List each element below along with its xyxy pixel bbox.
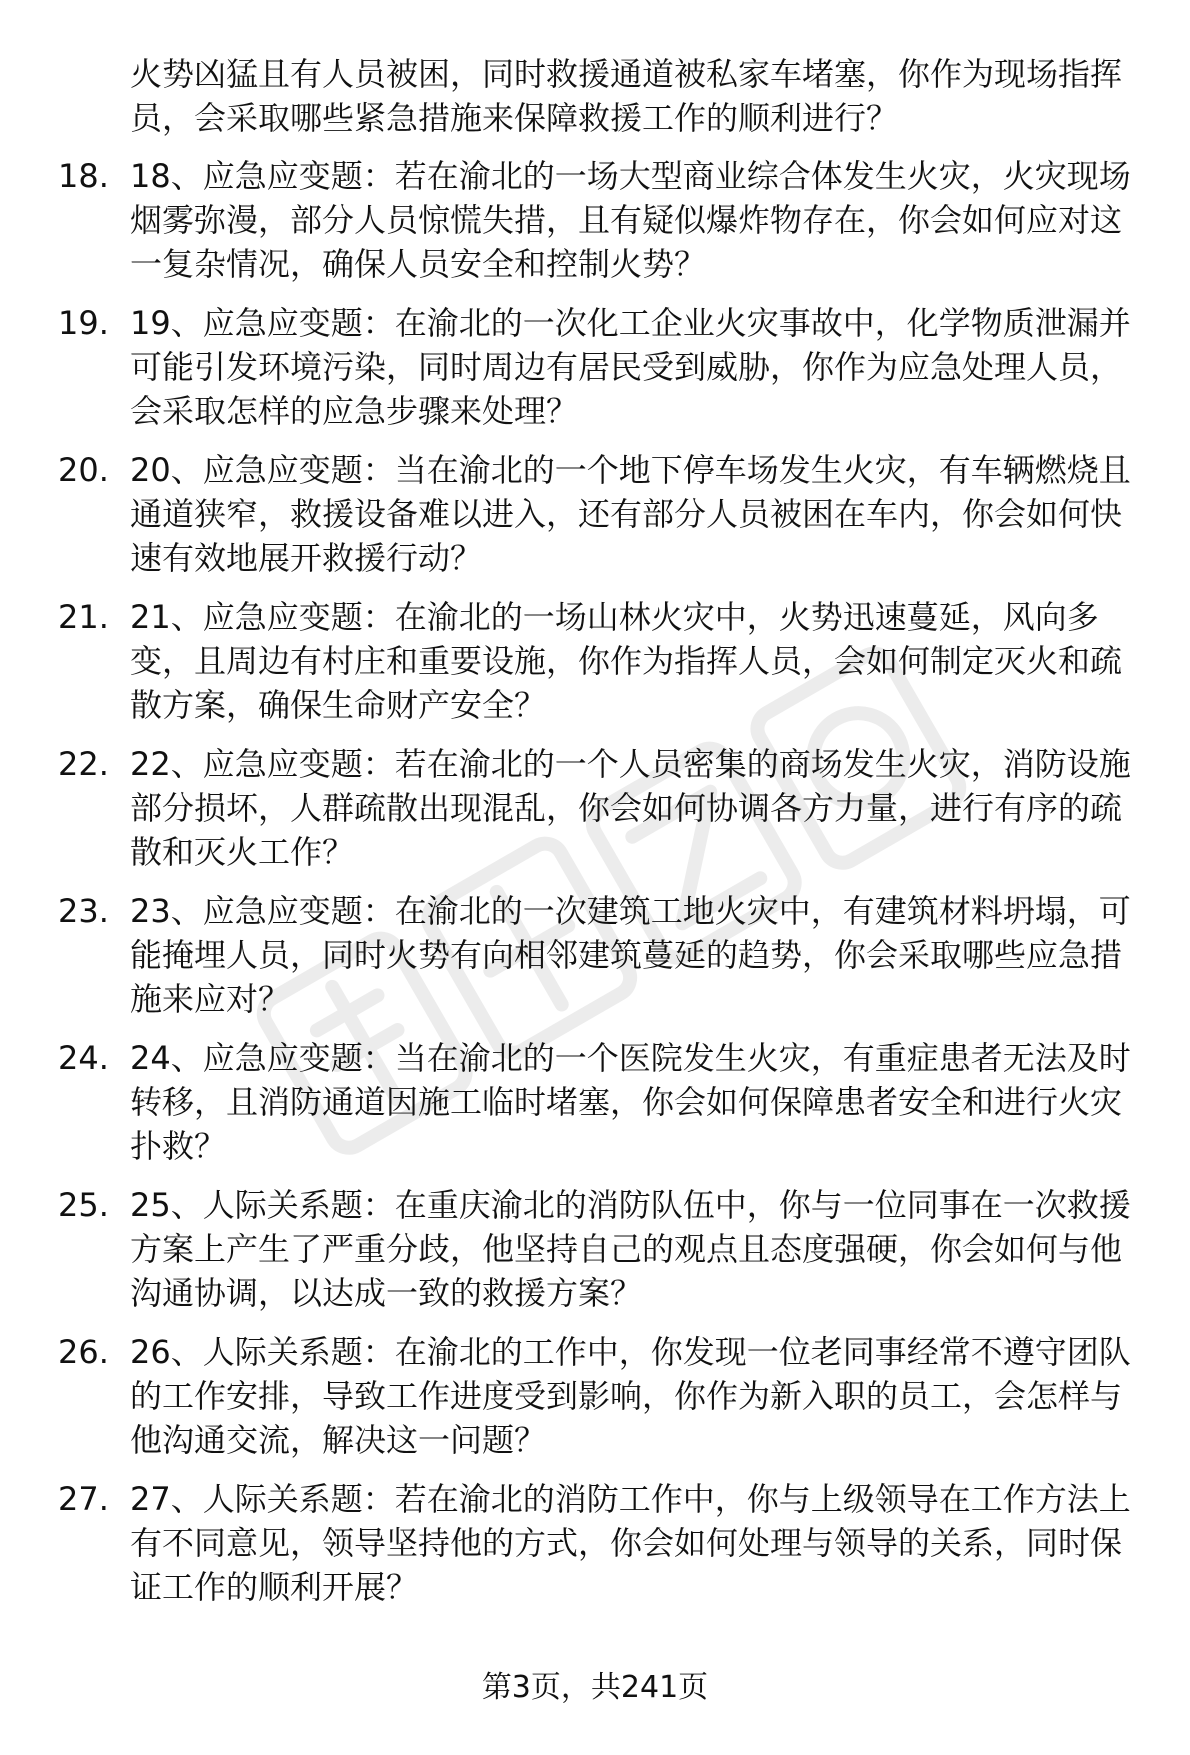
list-item	[58, 1330, 1148, 1462]
list-item	[58, 301, 1148, 433]
question-text: 23、应急应变题：在渝北的一次建筑工地火灾中，有建筑材料坍塌，可能掩埋人员，同时火势有向相邻建筑蔓延的趋势，你会采取哪些应急措施来应对？	[130, 892, 1131, 1018]
list-item	[58, 1036, 1148, 1168]
question-number: 27.	[58, 1480, 109, 1518]
question-number: 21.	[58, 598, 109, 636]
question-text: 19、应急应变题：在渝北的一次化工企业火灾事故中，化学物质泄漏并可能引发环境污染，同时周边有居民受到威胁，你作为应急处理人员，会采取怎样的应急步骤来处理？	[130, 304, 1131, 430]
list-item	[58, 1477, 1148, 1609]
question-text: 20、应急应变题：当在渝北的一个地下停车场发生火灾，有车辆燃烧且通道狭窄，救援设备难以进入，还有部分人员被困在车内，你会如何快速有效地展开救援行动？	[130, 451, 1131, 577]
question-text: 18、应急应变题：若在渝北的一场大型商业综合体发生火灾，火灾现场烟雾弥漫，部分人员惊慌失措，且有疑似爆炸物存在，你会如何应对这一复杂情况，确保人员安全和控制火势？	[130, 157, 1131, 283]
question-text: 22、应急应变题：若在渝北的一个人员密集的商场发生火灾，消防设施部分损坏，人群疏散出现混乱，你会如何协调各方力量，进行有序的疏散和灭火工作？	[130, 745, 1131, 871]
question-text: 25、人际关系题：在重庆渝北的消防队伍中，你与一位同事在一次救援方案上产生了严重分歧，他坚持自己的观点且态度强硬，你会如何与他沟通协调，以达成一致的救援方案？	[130, 1186, 1131, 1312]
list-item	[58, 448, 1148, 580]
list-item	[58, 154, 1148, 286]
question-number: 20.	[58, 451, 109, 489]
list-item	[58, 889, 1148, 1021]
document-body	[58, 52, 1148, 1624]
question-text: 21、应急应变题：在渝北的一场山林火灾中，火势迅速蔓延，风向多变，且周边有村庄和重要设施，你作为指挥人员，会如何制定灭火和疏散方案，确保生命财产安全？	[130, 598, 1123, 724]
question-continuation: 火势凶猛且有人员被困，同时救援通道被私家车堵塞，你作为现场指挥员，会采取哪些紧急措施来保障救援工作的顺利进行？	[130, 55, 1123, 137]
question-number: 25.	[58, 1186, 109, 1224]
question-text: 26、人际关系题：在渝北的工作中，你发现一位老同事经常不遵守团队的工作安排，导致工作进度受到影响，你作为新入职的员工，会怎样与他沟通交流，解决这一问题？	[130, 1333, 1131, 1459]
question-text: 27、人际关系题：若在渝北的消防工作中，你与上级领导在工作方法上有不同意见，领导坚持他的方式，你会如何处理与领导的关系，同时保证工作的顺利开展？	[130, 1480, 1131, 1606]
question-number: 22.	[58, 745, 109, 783]
question-number: 26.	[58, 1333, 109, 1371]
question-number: 18.	[58, 157, 109, 195]
list-item	[58, 742, 1148, 874]
page-number-footer: 第3页，共241页	[481, 1670, 709, 1705]
list-item	[58, 595, 1148, 727]
question-number: 19.	[58, 304, 109, 342]
question-text: 24、应急应变题：当在渝北的一个医院发生火灾，有重症患者无法及时转移，且消防通道因施工临时堵塞，你会如何保障患者安全和进行火灾扑救？	[130, 1039, 1131, 1165]
question-number: 24.	[58, 1039, 109, 1077]
list-item	[58, 1183, 1148, 1315]
question-number: 23.	[58, 892, 109, 930]
